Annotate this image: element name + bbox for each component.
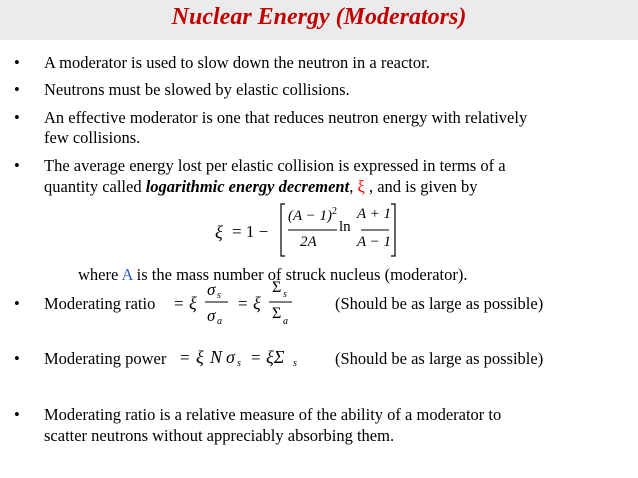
log-energy-decrement-term: logarithmic energy decrement	[145, 177, 350, 196]
slide: Nuclear Energy (Moderators) • A moderator is used to slow down the neutron in a reactor. • Neutrons must be slowed by elastic collisions. • An effective moderator is one that reduces neutron energy with relatively few collisions. • The average energy lost per elastic collision is expressed in terms of a quantity called logarithmic energy decrement, ξ , and is given by ξ = 1 − $(A - 1)^2$ 2A ln A + 1 A − 1 where A is the mass number of struck nucleus (moderator). • Moderating ratio = ξ σ s σ a = ξ Σ s Σ a (Should be as large as possible) • Moderating power = ξ N σ s = ξΣ s (Should be as large as possible) • Moderating ratio is a relative measure of the ability of a moderator to scatter neutrons without appreciably absorbing them.	[0, 0, 638, 478]
bullet-marker: •	[14, 80, 20, 99]
eq-xi: ξ	[215, 222, 223, 242]
bullet-marker: •	[14, 53, 20, 72]
bullet-marker: •	[14, 405, 20, 424]
bullet-marker: •	[14, 349, 20, 368]
eq-num1: $(A - 1)^2$	[288, 206, 338, 224]
eq-one-minus: = 1 −	[232, 222, 269, 241]
xi-symbol: ξ	[357, 177, 365, 196]
bullet-7-line-2: scatter neutrons without appreciably absorbing them.	[44, 426, 395, 445]
bullet-4-line-1: The average energy lost per elastic collision is expressed in terms of a	[44, 156, 506, 175]
eq-ln: ln	[339, 219, 351, 235]
bullet-4-post: , and is given by	[364, 177, 478, 196]
moderating-ratio-note: (Should be as large as possible)	[335, 294, 544, 313]
bullet-3-line-2: few collisions.	[44, 128, 141, 147]
moderating-power-label: Moderating power	[44, 349, 167, 368]
bullet-marker: •	[14, 294, 20, 313]
eq-num2: A + 1	[357, 206, 392, 222]
eq-den2: A − 1	[357, 234, 392, 250]
bullet-marker: •	[14, 156, 20, 175]
bullet-4-line-2	[44, 177, 478, 197]
bullet-4-pre: quantity called	[44, 177, 146, 196]
where-line: where A is the mass number of struck nucleus (moderator).	[78, 265, 468, 284]
bullet-4-mid: ,	[349, 177, 358, 196]
moderating-power-note: (Should be as large as possible)	[335, 349, 544, 368]
moderating-ratio-label: Moderating ratio	[44, 294, 156, 313]
bullet-3-line-1: An effective moderator is one that reduces neutron energy with relatively	[44, 108, 528, 127]
bullet-1-text: A moderator is used to slow down the neutron in a reactor.	[44, 53, 430, 72]
slide-title: Nuclear Energy (Moderators)	[171, 4, 467, 30]
bullet-marker: •	[14, 108, 20, 127]
mass-number-symbol: A	[121, 265, 133, 284]
eq-den1: 2A	[300, 234, 317, 250]
bullet-7-line-1: Moderating ratio is a relative measure of the ability of a moderator to	[44, 405, 502, 424]
bullet-2-text: Neutrons must be slowed by elastic collisions.	[44, 80, 350, 99]
